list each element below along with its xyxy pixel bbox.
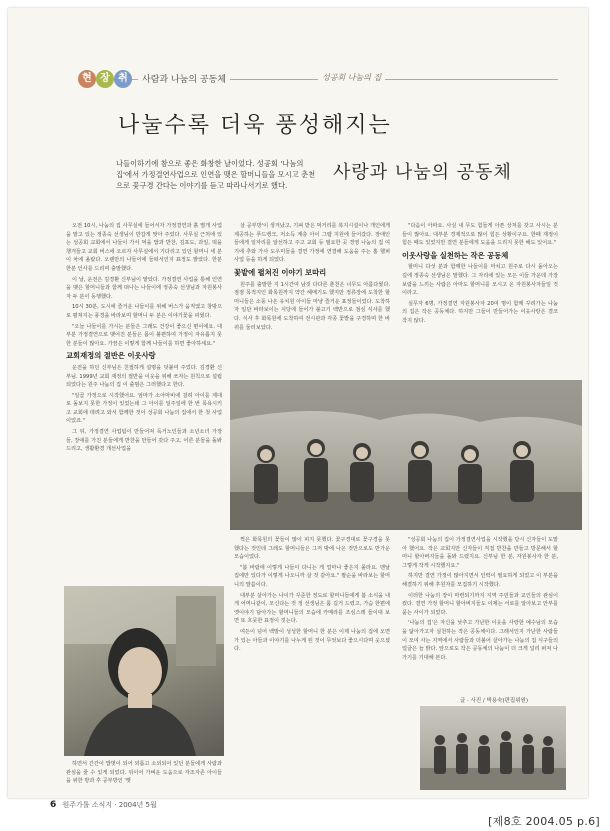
- section-heading-3: 이웃사랑을 실천하는 작은 공동체: [402, 250, 509, 260]
- page-number: 6: [50, 800, 57, 810]
- column-1-tail: [66, 760, 222, 790]
- col1-paragraph: 오전 10시, 나눔의 집 사무실에 들어서자 가정결연과 흙 별개 사업을 맡고 있는 정종숙 선생님이 반갑게 맞아 주었다. 사무실 근처에 있는 성공회 교회에서 나들이 가서 먹을 밥과 반찬, 김포도, 과일, 떡을 챙겨들고 교회 버스에 오르자 사무실에서 기다리고 있던 할머니 세 분이 차에 올랐다. 오랜만의 나들이에 들떠서인지 표정도 밝았다. 한분 한분 인사를 드리며 출발했다.: [66, 223, 222, 272]
- brand-logo-text: 성공회 나눔의 집: [318, 72, 385, 83]
- col3-paragraph: 이러한 나눔의 장이 마련되기까지 지역 주민들과 교인들의 관심이 컸다. 결연 가정 할머니 할아버지들도 이제는 서로를 알아보고 안부를 묻는 사이가 되었다.: [402, 592, 558, 616]
- section-heading-2: 꽃밭에 펼쳐진 이야기 보따리: [234, 267, 327, 277]
- col3-paragraph: 할머니 다섯 분과 함께한 나들이를 마치고 원주로 다시 돌아오는 길에 정종숙 선생님은 말했다. 그 자리에 있는 모든 이들 가운데 가장 보람을 느끼는 사람은 아마도 할머니를 모시고 온 자원봉사자들일 것이라고.: [402, 264, 558, 297]
- small-group-photo-art: [420, 706, 566, 790]
- col1-paragraph: 운전을 하던 신부님은 친절하게 설명을 덧붙여 주었다. 김경환 신부님. 1999년 교회 재정의 절반을 이웃을 위해 쓰자는 원칙으로 설립되었다는 원주 나눔의 집 이 출범은 그러했다고 한다.: [66, 364, 222, 389]
- col3-paragraph: '나눔의 집'은 자신을 낮추고 가난한 이웃을 사랑한 예수님의 모습을 닮아가고자 실천하는 작은 공동체이다. 그래서인지 가난한 사람들이 모여 사는 지역에서 사람들과 더불어 살아가는 나눔의 집 식구들의 얼굴은 늘 밝다. 앞으로도 작은 공동체의 나눔이 더 크게 널리 퍼져 나가기를 기대해 본다.: [402, 620, 558, 661]
- group-photo-art: [230, 380, 582, 530]
- col2-paragraph: 여든이 넘어 백발이 성성한 할머니 한 분은 이제 나눔의 집에 오면 가 있는 아들과 이야기를 나누게 된 것이 무엇보다 좋으시다며 웃으셨다.: [234, 628, 390, 653]
- portrait-photo-art: [64, 586, 224, 756]
- col2-paragraph: 원주를 출발한 지 1시간여 남짓 다다른 춘천은 너무도 아름다웠다. 점점 목적지인 화목원까지 약간 헤매기도 했지만 정류장에 도착한 할머니들은 소풍 나온 유치원 아이들 마냥 즐거운 표정들이었다. 도착하자 일단 바라보이는 식당에 들어가 불고기 백반으로 점심 식사를 했다. 식사 후 화목원에 도착하여 전시관과 각종 꽃밭을 구경하며 한 바퀴를 둘러보았다.: [234, 281, 390, 331]
- column-2: [234, 222, 390, 372]
- col3-paragraph: 하지만 결연 가정이 많아지면서 인력이 필요하게 되었고 이 부분을 해결하기 위해 후원자를 모집하기 시작했다.: [402, 573, 558, 588]
- col1-tail-paragraph: 하면서 간간이 밥벗이 되어 외롭고 소외되어 있던 분들에게 사람과 관심을 줄 수 있게 되었다. 뒤이어 가벼운 도움으로 자조자존 아이들을 위한 방과 후 공부방인 '햇: [66, 761, 222, 785]
- col3-paragraph: 실무자 6명, 가정결연 자원봉사자 20여 명이 함께 꾸려가는 나눔의 집은 작은 공동체다. 하지만 그들이 만들어가는 이웃사랑은 결코 작지 않다.: [402, 300, 558, 324]
- col2-paragraph: 대부분 살아가는 나이가 꾸준한 정도로 할머니들에게 봄 소식을 내게 어머니같이, 모신다는 것 정 선생님은 툼 길거 드렸고, 가슴 한편에 옛이야기 담아가는 할머니들의 모습에 카메라를 조심스레 들이대 보면 또 흐뭇한 표정이 짓는다.: [234, 592, 390, 625]
- article-title: 나눌수록 더욱 풍성해지는: [118, 113, 392, 138]
- portrait-photo: [64, 586, 224, 756]
- col2-paragraph: 찍은 화목원의 꽃들이 많이 피지 못했다. 꽃구경대로 꽃구경을 못했다는 것인데 그래도 할머니들은 그저 밖에 나온 것만으로도 반가운 모습이었다.: [234, 537, 390, 561]
- small-group-photo: [420, 706, 566, 790]
- section-header: [78, 70, 558, 90]
- column-3: [402, 222, 558, 368]
- col1-paragraph: 그 뒤, 가정결연 사업팀이 만들어져 독거노인들과 소년소녀 가장들, 장애를 가진 분들에게 반찬을 만들어 갖다 주고, 어른 분들을 돌봐 드리고, 생활환경 개선사업을: [66, 429, 222, 453]
- section-char-2: 장: [96, 70, 114, 88]
- column-2-lower: [234, 536, 390, 792]
- col1-paragraph: 10시 30분, 도시에 즐거운 나들이를 위해 버스가 움직였고 창밖으로 펼쳐지는 풍경을 바라보며 할머니 두 분은 이야기꽃을 피웠다.: [66, 304, 222, 319]
- col1-paragraph: "일곱 가정으로 시작했어요. 엄마가 소아마비에 걸려 아이를 제대로 돌보지 못한 가정이 있었는데 그 아이를 일주일에 한 번 목욕시키고 교회에 데려고 와서 함께한 것이 성공회 나눔의 집에서 한 첫 사업이었죠.": [66, 392, 222, 425]
- col1-paragraph: "오늘 나들이를 가시는 분들은 그래도 건강이 좋으신 편이에요. 대부분 가정결연으로 맺어진 분들은 몸이 불편하여 가정이 자유롭지 못한 분들이 많아요. 가끔은 이렇게 함께 나들이를 하면 좋아하세요.": [66, 323, 222, 347]
- col3-paragraph: "다음이 아파요. 사실 내 무도 힘들게 아픈 상처를 갖고 사시는 분들이 많아요. 대부분 경제적으로 많이 힘든 상황이구요. 한때 재정이 힘든 때도 있었지만 결연 분들에게 도움을 드리지 못한 해도 있어요.": [402, 223, 558, 247]
- magazine-page: [8, 8, 588, 810]
- col2-paragraph: "봄 바람에 이렇게 나들이 다니는 게 얼마나 좋은지 몰라요. 맨날 집에만 있다가 이렇게 나오니까 살 것 같아요." 팔순을 바라보는 할머니의 말씀이다.: [234, 564, 390, 588]
- archive-stamp: [제8호 2004.05 p.6]: [488, 815, 600, 828]
- col3-paragraph: "성공회 나눔의 집이 가정결연사업을 시작했을 당시 신자들이 도맡아 했어요. 작은 교회지만 신자들이 직접 반찬을 만들고 방문해서 할머니 할아버지들을 돌봐 드렸지요. 신부님 한 분, 자원봉사자 한 분, 그렇게 작게 시작했지요.": [402, 537, 558, 569]
- column-1: [66, 222, 222, 578]
- group-photo: [230, 380, 582, 530]
- col1-paragraph: 이 날, 운전은 김경환 신부님이 맡았다. 가정결연 사업을 통해 인연을 맺은 할머니들과 함께 떠나는 나들이에 정종숙 선생님과 자원봉사자 두 분이 동행했다.: [66, 276, 222, 300]
- article-intro: 나들이하기에 참으로 좋은 화창한 날이었다. 성공회 '나눔의 집'에서 가정결연사업으로 인연을 맺은 할머니들을 모시고 춘천으로 꽃구경 간다는 이야기를 듣고 따라나서기로 했다.: [116, 159, 316, 190]
- section-title: 사람과 나눔의 공동체: [138, 72, 230, 85]
- section-char-3: 취: [114, 70, 132, 88]
- article-subtitle: 사랑과 나눔의 공동체: [333, 162, 512, 183]
- section-heading-1: 교회재정의 절반은 이웃사랑: [66, 351, 156, 361]
- magazine-name: 원주가톨 소식지 · 2004년 5월: [62, 801, 157, 809]
- section-char-1: 현: [78, 70, 96, 88]
- page-footer: [50, 800, 157, 810]
- column-3-lower: [402, 536, 558, 690]
- photo-credit: 글 · 사진 / 박용숙(편집위원): [460, 698, 529, 704]
- col2-paragraph: 살 공부방'이 생겨났고, 기펴 받은 먹거리를 복지시설이나 개인에게 제공하는 푸드뱅크, 저소득 계층 아이 그램 지원에 들어갔다. 장애인들에게 일자리를 알선하고 주고 교회 등 필요한 곳 경영 나눔의 집 여기에 추와 가사 도우미들을 결연 가정에 연결해 도움을 주는 홈 헬퍼 사업 등을 하게 되었다.: [234, 223, 390, 264]
